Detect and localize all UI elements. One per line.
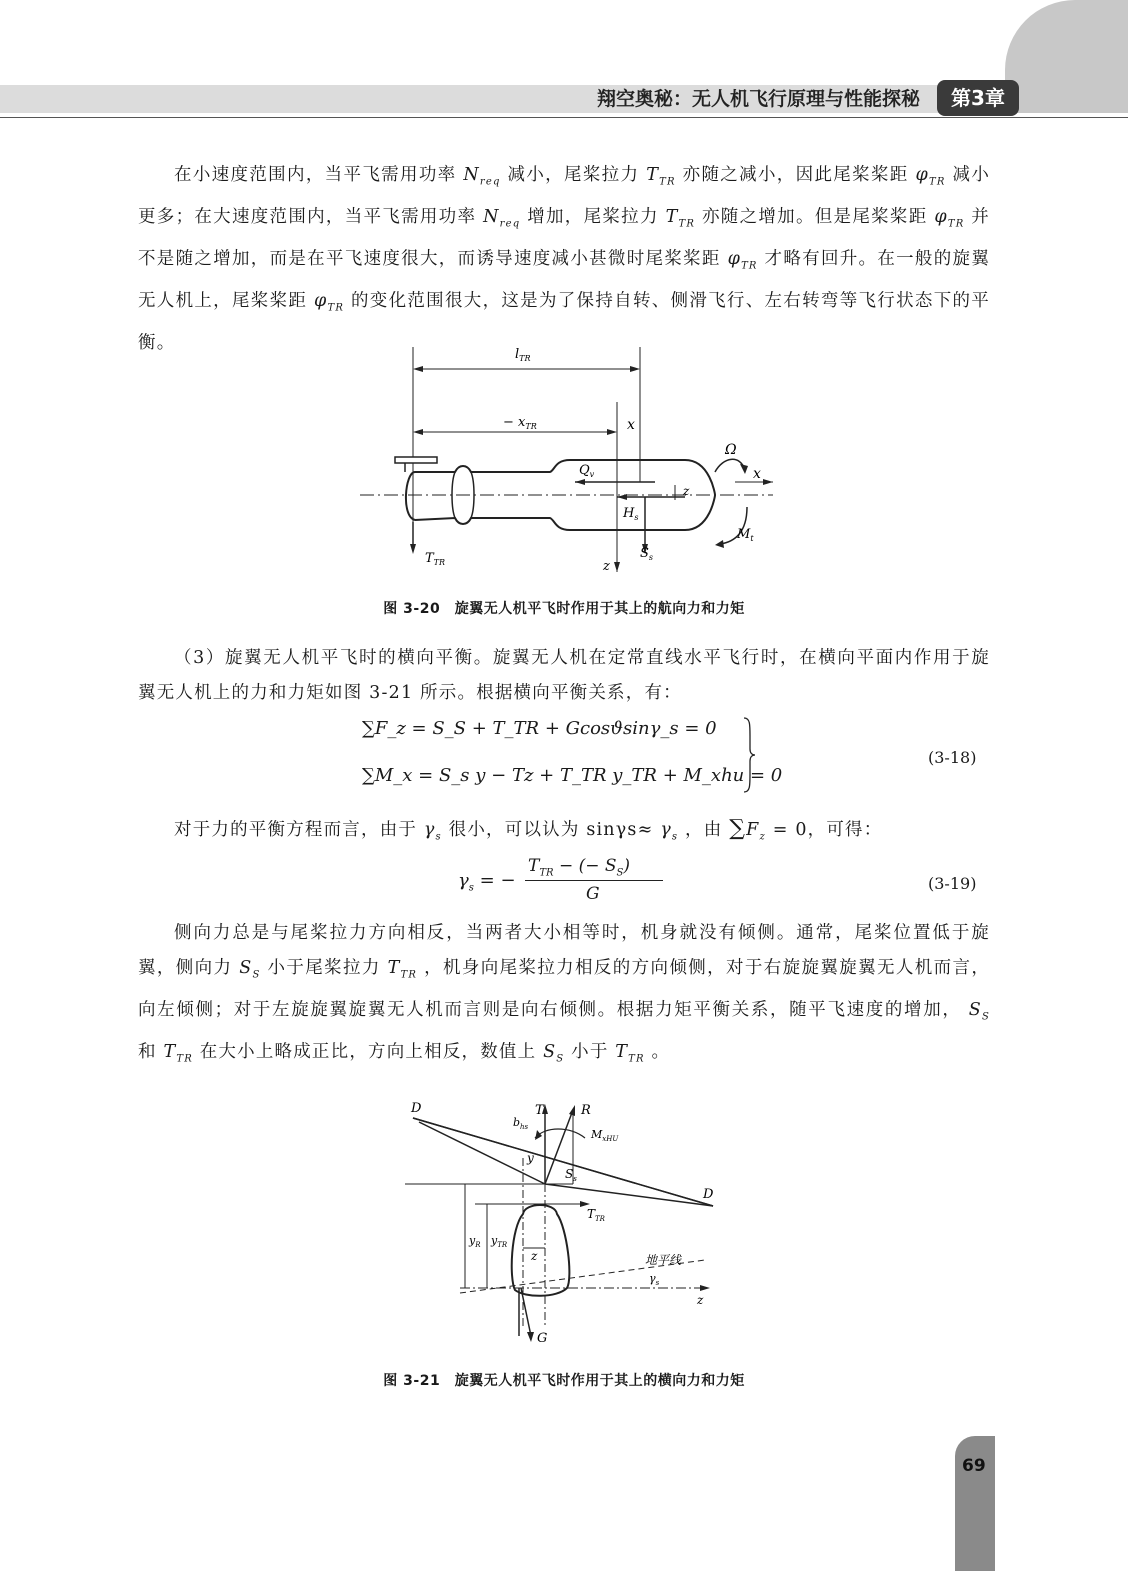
fig2-label-T: T (535, 1103, 544, 1118)
fig2-disc-line-lower (545, 1184, 713, 1206)
fig2-label-horizon: 地平线 (645, 1253, 682, 1267)
figure-3-21-diagram (405, 1098, 725, 1353)
equation-3-19-number: (3-19) (928, 874, 977, 893)
fig1-label-x-axis: x (753, 466, 761, 482)
fig2-label-z-axis: z (697, 1293, 704, 1307)
equation-3-19-denominator: G (586, 884, 600, 904)
fig2-label-M: $M_{xHU}$ (591, 1128, 619, 1143)
fig1-label-x-top: x (627, 417, 635, 433)
fig1-label-S: $S_s$ (640, 546, 654, 562)
figure-3-20-caption: 图 3-20 旋翼无人机平飞时作用于其上的航向力和力矩 (383, 601, 745, 617)
fig2-label-gamma: $\gamma_s$ (649, 1272, 660, 1287)
fig1-label-T: $T_{TR}$ (425, 551, 446, 567)
fig2-label-D-left: D (411, 1101, 422, 1116)
fig2-label-TTR: $T_{TR}$ (587, 1207, 605, 1223)
figure-3-20-diagram (355, 342, 785, 582)
chapter-badge: 第3章 (937, 80, 1019, 116)
fig2-label-D-right: D (703, 1187, 714, 1202)
fig2-label-S: $S_s$ (565, 1167, 577, 1183)
fig1-label-H: $H_s$ (623, 506, 639, 522)
header-rule (0, 117, 1128, 118)
fig2-label-yTR: $y_{TR}$ (491, 1234, 508, 1249)
fig1-omega-arc (715, 459, 745, 472)
fig1-tail-rotor (395, 457, 437, 463)
header-corner-tab (1005, 0, 1128, 113)
fig2-moment-arc (535, 1129, 585, 1138)
fig2-label-G: G (537, 1331, 548, 1346)
fraction-bar (525, 880, 663, 881)
fig2-label-yR: $y_R$ (469, 1234, 481, 1249)
fig2-label-y: y (527, 1151, 534, 1165)
figure-3-21-caption: 图 3-21 旋翼无人机平飞时作用于其上的横向力和力矩 (383, 1373, 745, 1389)
book-title: 翔空奥秘：无人机飞行原理与性能探秘 (596, 88, 920, 110)
equation-3-18-number: (3-18) (928, 748, 977, 767)
equation-3-18-line1: ∑F_z = S_S + T_TR + Gcosϑsinγ_s = 0 (362, 718, 717, 739)
paragraph-1: 在小速度范围内，当平飞需用功率 $N_{req}$ 减小，尾桨拉力 $T_{TR}$ 亦随之减小，因此尾桨桨距 $\varphi_{TR}$ 减小更多；在大速度范围内，当平飞需用功率 $N_{req}$ 增加，尾桨拉力 $T_{TR}$ 亦随之增加。但是尾桨桨距 $\varphi_{TR}$ 并不是随之增加，而是在平飞速度很大，而诱导速度减小甚微时尾桨桨距 $\varphi_{TR}$ 才略有回升。在一般的旋翼无人机上，尾桨桨距 $\varphi_{TR}$ 的变化范围很大，这是为了保持自转、侧滑飞行、左右转弯等飞行状态下的平衡。 (138, 165, 991, 353)
fig1-label-z-bottom: z (603, 559, 610, 574)
fig1-label-lTR: $l_{TR}$ (515, 347, 531, 363)
equation-3-19-numerator: $T_{TR}$ − (− $S_S$) (528, 856, 631, 879)
page-number: 69 (962, 1456, 986, 1476)
fig1-label-z-small: z (683, 484, 690, 498)
equation-brace (742, 716, 756, 794)
paragraph-3: 对于力的平衡方程而言，由于 $\gamma_s$ 很小，可以认为 $\sin\gamma s\approx \gamma_s$ ，由 $\sum F_z = 0$，可得： (174, 816, 883, 843)
fig1-label-omega: Ω (725, 442, 737, 458)
fig1-label-xTR: − $x_{TR}$ (503, 415, 537, 431)
fig2-label-z: z (531, 1249, 538, 1263)
fig1-label-M: $M_t$ (737, 527, 754, 543)
fig1-label-Q: $Q_v$ (579, 463, 595, 479)
equation-3-18-line2: ∑M_x = S_s y − Tz + T_TR y_TR + M_xhu = 0 (362, 765, 783, 786)
paragraph-2: （3）旋翼无人机平飞时的横向平衡。旋翼无人机在定常直线水平飞行时，在横向平面内作用于旋翼无人机上的力和力矩如图 3-21 所示。根据横向平衡关系，有： (138, 648, 990, 703)
equation-3-19-lhs: $\gamma_s$ = − (458, 870, 516, 894)
paragraph-4: 侧向力总是与尾桨拉力方向相反，当两者大小相等时，机身就没有倾侧。通常，尾桨位置低于旋翼，侧向力 $S_S$ 小于尾桨拉力 $T_{TR}$ ，机身向尾桨拉力相反的方向倾侧，对于右旋旋翼旋翼无人机而言，向左倾侧；对于左旋旋翼旋翼无人机而言则是向右倾侧。根据力矩平衡关系，随平飞速度的增加， $S_S$ 和 $T_{TR}$ 在大小上略成正比，方向上相反，数值上 $S_S$ 小于 $T_{TR}$ 。 (138, 923, 991, 1064)
fig2-label-b: $b_{hs}$ (513, 1116, 529, 1131)
fig2-label-R: R (581, 1103, 591, 1118)
